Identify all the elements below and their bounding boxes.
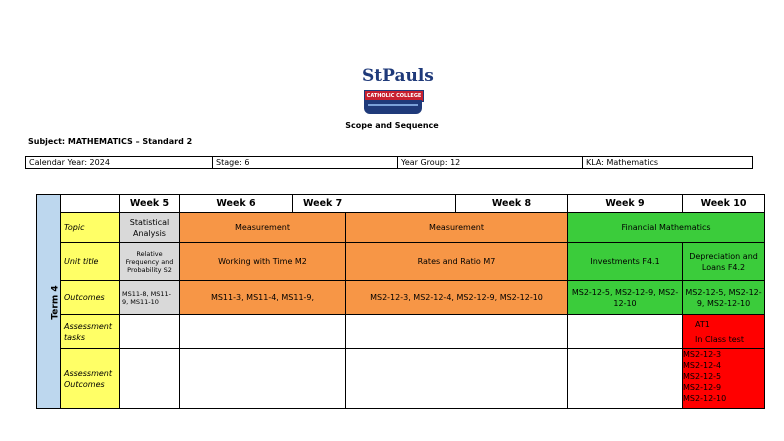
aoutcomes-cell [568,349,683,409]
row-label-topic: Topic [61,213,120,243]
subject-line: Subject: MATHEMATICS – Standard 2 [28,137,193,146]
stage: Stage: 6 [213,157,398,169]
aoutcomes-cell [180,349,346,409]
assessment-outcomes-cell [683,349,765,409]
row-label-assessment-outcomes: Assessment Outcomes [61,349,120,409]
week-6: Week 6 [180,195,293,213]
assessment-task-cell [683,315,765,349]
scope-table [36,194,765,409]
unit-rates: Rates and Ratio M7 [346,243,568,281]
week-9: Week 9 [568,195,683,213]
assessment-task-name: AT1 [695,319,710,329]
info-table [25,156,753,169]
week-10: Week 10 [683,195,765,213]
outcomes-rates: MS2-12-3, MS2-12-4, MS2-12-9, MS2-12-10 [346,281,568,315]
unit-time: Working with Time M2 [180,243,346,281]
topic-stats: Statistical Analysis [120,213,180,243]
tasks-cell [180,315,346,349]
college-logo: StPauls [362,66,434,86]
week-5: Week 5 [120,195,180,213]
outcomes-depreciation: MS2-12-5, MS2-12-9, MS2-12-10 [683,281,765,315]
topic-financial: Financial Mathematics [568,213,765,243]
year-group: Year Group: 12 [398,157,583,169]
week-7: Week 7 [293,195,456,213]
outcomes-investments: MS2-12-5, MS2-12-9, MS2-12-10 [568,281,683,315]
aoutcomes-cell [346,349,568,409]
logo-band: CATHOLIC COLLEGE [364,90,424,102]
logo-shield-icon [364,100,422,114]
topic-measurement-2: Measurement [346,213,568,243]
tasks-cell [346,315,568,349]
unit-depreciation: Depreciation and Loans F4.2 [683,243,765,281]
tasks-cell [120,315,180,349]
outcomes-stats: MS11-8, MS11-9, MS11-10 [120,281,180,315]
row-label-assessment-tasks: Assessment tasks [61,315,120,349]
document-title: Scope and Sequence [345,121,439,130]
aoutcomes-cell [120,349,180,409]
calendar-year: Calendar Year: 2024 [26,157,213,169]
assessment-outcome: MS2-12-3 [683,350,722,359]
unit-investments: Investments F4.1 [568,243,683,281]
assessment-outcome: MS2-12-5 [683,372,722,381]
outcomes-time: MS11-3, MS11-4, MS11-9, [180,281,346,315]
term-label: Term 4 [37,195,61,409]
assessment-task-type: In Class test [695,334,744,344]
topic-measurement-1: Measurement [180,213,346,243]
assessment-outcome: MS2-12-10 [683,394,727,403]
unit-probability: Relative Frequency and Probability S2 [120,243,180,281]
row-label-outcomes: Outcomes [61,281,120,315]
assessment-outcome: MS2-12-9 [683,383,722,392]
tasks-cell [568,315,683,349]
assessment-outcome: MS2-12-4 [683,361,722,370]
header-blank [61,195,120,213]
week-8: Week 8 [456,195,568,213]
row-label-unit: Unit title [61,243,120,281]
kla: KLA: Mathematics [583,157,753,169]
